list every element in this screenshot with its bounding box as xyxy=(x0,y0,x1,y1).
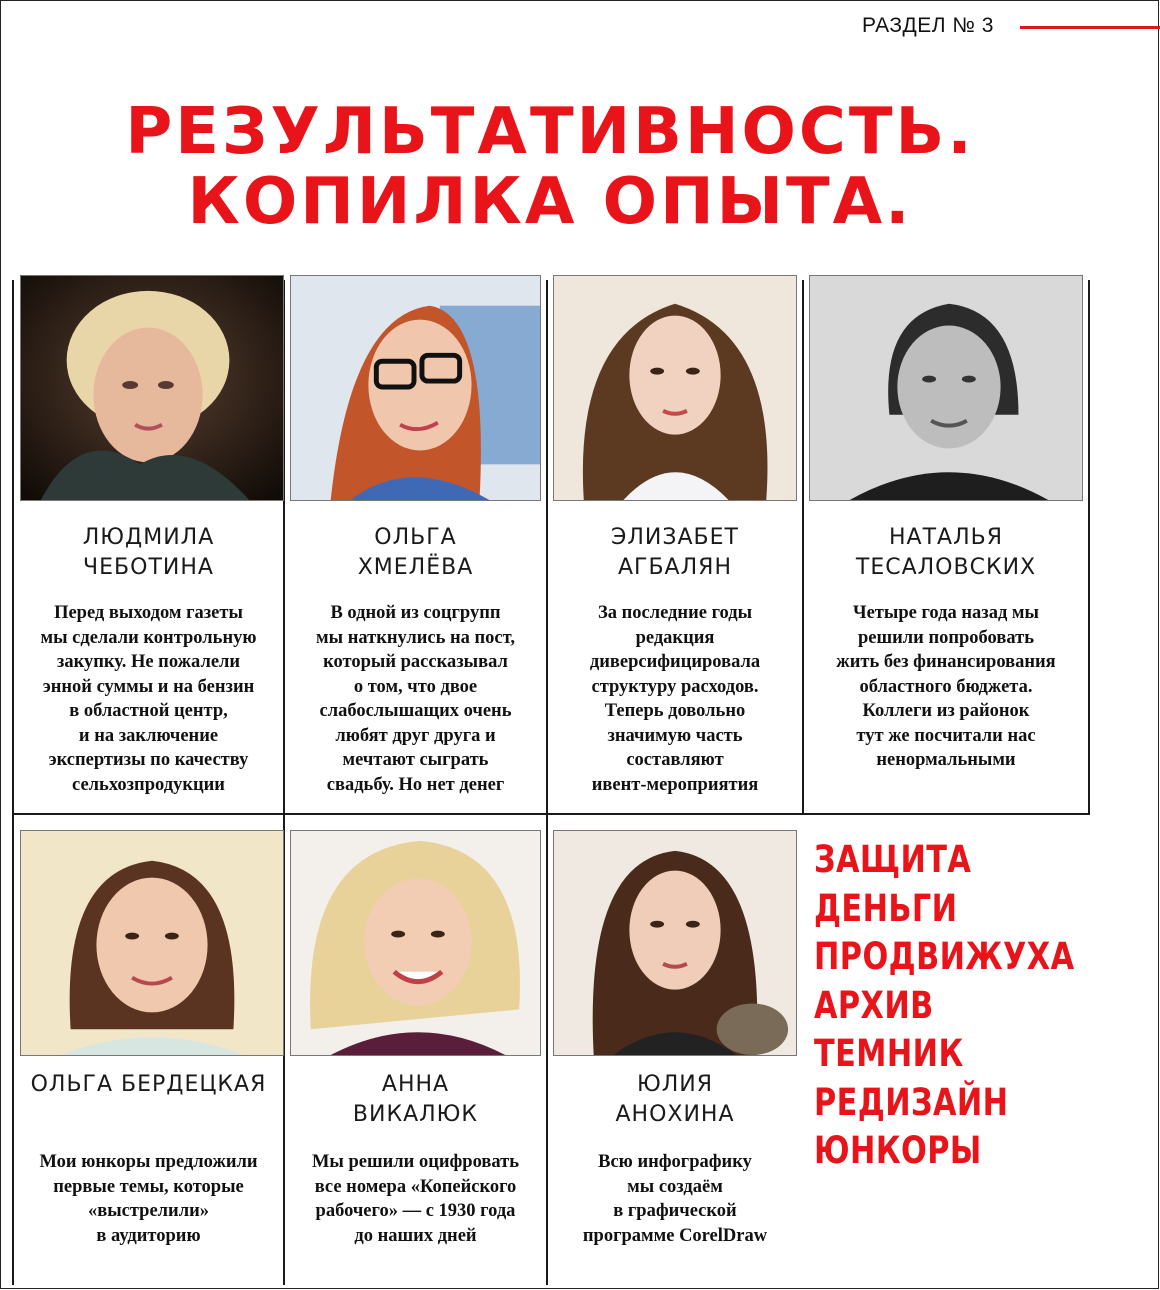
person-name: НАТАЛЬЯ ТЕСАЛОВСКИХ xyxy=(855,525,1037,580)
person-quote: За последние годы редакция диверсифицировала структуру расходов. Теперь довольно значимую часть составляют ивент-мероприятия xyxy=(589,603,761,795)
topic-item: АРХИВ xyxy=(814,983,934,1027)
portrait-photo xyxy=(20,830,284,1056)
headline-line-2: КОПИЛКА ОПЫТА. xyxy=(187,165,913,239)
topic-item: ЗАЩИТА xyxy=(814,838,972,881)
person-name: ОЛЬГА БЕРДЕЦКАЯ xyxy=(30,1072,267,1097)
person-card xyxy=(285,275,546,813)
person-quote: Мы решили оцифровать все номера «Копейского рабочего» — с 1930 года до наших дней xyxy=(311,1152,520,1246)
person-card xyxy=(804,275,1088,813)
person-quote: Четыре года назад мы решили попробовать жить без финансирования областного бюджета. Коллеги из районок тут же посчитали нас ненормальными xyxy=(836,603,1056,770)
person-name: ЛЮДМИЛА ЧЕБОТИНА xyxy=(82,525,215,580)
section-label: РАЗДЕЛ № 3 xyxy=(862,14,994,37)
person-card xyxy=(548,275,802,813)
person-quote: Мои юнкоры предложили первые темы, которые «выстрелили» в аудиторию xyxy=(39,1152,258,1246)
portrait-photo xyxy=(553,275,797,501)
person-card xyxy=(548,830,802,1285)
person-quote: Перед выходом газеты мы сделали контрольную закупку. Не пожалели энной суммы и на бензин в областной центр, и на заключение экспертизы по качеству сельхозпродукции xyxy=(40,603,257,795)
topic-item: ДЕНЬГИ xyxy=(814,886,958,930)
portrait-photo xyxy=(20,275,284,501)
headline-line-1: РЕЗУЛЬТАТИВНОСТЬ. xyxy=(125,95,975,169)
person-quote: Всю инфографику мы создаём в графической программе CorelDraw xyxy=(582,1152,768,1246)
section-rule xyxy=(1020,26,1160,29)
person-card xyxy=(14,830,283,1285)
topic-item: ПРОДВИЖУХА xyxy=(814,935,1075,978)
person-name: ОЛЬГА ХМЕЛЁВА xyxy=(357,525,474,580)
person-name: ЮЛИЯ АНОХИНА xyxy=(615,1072,735,1127)
person-name: ЭЛИЗАБЕТ АГБАЛЯН xyxy=(611,525,739,580)
person-card xyxy=(14,275,283,813)
topic-item: РЕДИЗАЙН xyxy=(814,1080,1009,1124)
portrait-photo xyxy=(553,830,797,1056)
portrait-photo xyxy=(809,275,1083,501)
topic-item: ЮНКОРЫ xyxy=(814,1129,982,1172)
person-name: АННА ВИКАЛЮК xyxy=(352,1072,479,1127)
topics-list xyxy=(814,836,1144,1176)
portrait-photo xyxy=(290,830,541,1056)
portrait-photo xyxy=(290,275,541,501)
grid-line-middle xyxy=(12,813,1090,815)
person-quote: В одной из соцгрупп мы наткнулись на пост, который рассказывал о том, что двое слабослышащих очень любят друг друга и мечтают сыграть свадьбу. Но нет денег xyxy=(316,603,515,795)
person-card xyxy=(285,830,546,1285)
grid-line-right xyxy=(1088,280,1090,814)
topic-item: ТЕМНИК xyxy=(814,1032,964,1075)
